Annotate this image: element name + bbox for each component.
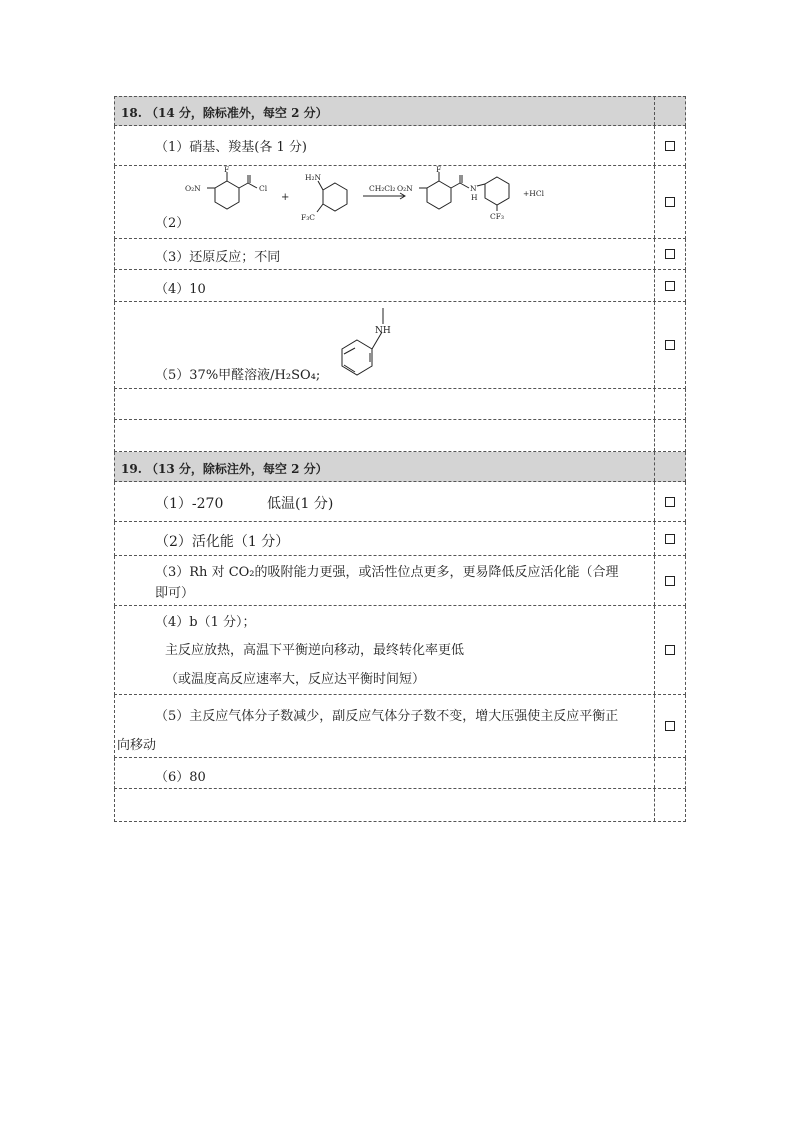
q18-answer-2-label: （2） xyxy=(155,216,190,231)
q19-answer-3-line1: （3）Rh 对 CO₂的吸附能力更强，或活性位点更多，更易降低反应活化能（合理 xyxy=(155,565,619,580)
score-checkbox[interactable] xyxy=(665,141,675,151)
amine-f3c-label: F₃C xyxy=(301,213,315,222)
q18-answer-3: （3）还原反应；不同 xyxy=(155,250,281,265)
empty-row xyxy=(114,789,686,822)
q18-answer-4-row xyxy=(114,270,686,302)
q18-answer-5: （5）37%甲醛溶液/H₂SO₄; xyxy=(155,368,321,383)
q19-answer-1-row xyxy=(114,482,686,522)
nh-label: NH xyxy=(375,326,391,336)
q19-answer-4-line1: （4）b（1 分）； xyxy=(155,615,256,630)
q19-answer-4-line2: 主反应放热，高温下平衡逆向移动，最终转化率更低 xyxy=(165,643,465,658)
q18-header: 18. （14 分，除标准外，每空 2 分） xyxy=(121,106,328,120)
q19-answer-5-row xyxy=(114,695,686,758)
score-checkbox[interactable] xyxy=(665,645,675,655)
right-no2-label: O₂N xyxy=(397,184,413,193)
answer-table xyxy=(114,96,686,822)
score-checkbox[interactable] xyxy=(665,534,675,544)
q19-answer-4-line3: （或温度高反应速率大，反应达平衡时间短） xyxy=(165,672,426,687)
q19-answer-6-row xyxy=(114,758,686,789)
q19-answer-1-extra: 低温(1 分) xyxy=(267,496,334,512)
q18-answer-2-row xyxy=(114,166,686,239)
q18-answer-5-row xyxy=(114,302,686,389)
amine-h2n-label: H₂N xyxy=(305,173,322,182)
product-h-label: H xyxy=(471,193,478,202)
reaction-scheme xyxy=(115,165,544,239)
product-n-label: N xyxy=(470,184,477,193)
q19-header-row xyxy=(114,452,686,482)
q18-answer-4: （4）10 xyxy=(155,282,206,297)
q18-answer-1-row xyxy=(114,126,686,166)
q19-answer-3-line2: 即可） xyxy=(155,586,195,601)
n-methylaniline-structure xyxy=(315,302,435,389)
q18-header-row xyxy=(114,96,686,126)
byproduct-hcl: +HCl xyxy=(523,189,544,198)
q18-answer-1: （1）硝基、羧基(各 1 分) xyxy=(155,140,307,155)
q19-answer-2: （2）活化能（1 分） xyxy=(155,534,290,550)
product-cf3-label: CF₃ xyxy=(490,212,504,221)
q19-answer-5-line2: 向移动 xyxy=(117,738,157,753)
q19-answer-2-row xyxy=(114,522,686,556)
left-no2-label: O₂N xyxy=(185,184,201,193)
q19-answer-5-line1: （5）主反应气体分子数减少，副反应气体分子数不变，增大压强使主反应平衡正 xyxy=(155,709,619,724)
plus-sign: + xyxy=(281,192,290,203)
left-cl-label: Cl xyxy=(259,184,268,193)
score-checkbox[interactable] xyxy=(665,497,675,507)
solvent-label: CH₂Cl₂ xyxy=(369,184,396,193)
q19-answer-6: （6）80 xyxy=(155,770,206,785)
left-f-label: F xyxy=(224,165,230,174)
empty-row xyxy=(114,389,686,420)
score-checkbox[interactable] xyxy=(665,721,675,731)
score-checkbox[interactable] xyxy=(665,340,675,350)
q19-answer-3-row xyxy=(114,556,686,606)
q19-header: 19. （13 分，除标注外，每空 2 分） xyxy=(121,462,328,476)
right-f-label: F xyxy=(436,165,442,174)
q19-answer-1: （1）-270 xyxy=(155,496,224,512)
score-checkbox[interactable] xyxy=(665,197,675,207)
empty-row xyxy=(114,420,686,452)
score-checkbox[interactable] xyxy=(665,281,675,291)
score-checkbox[interactable] xyxy=(665,576,675,586)
score-checkbox[interactable] xyxy=(665,249,675,259)
q18-answer-3-row xyxy=(114,239,686,270)
q19-answer-4-row xyxy=(114,606,686,695)
